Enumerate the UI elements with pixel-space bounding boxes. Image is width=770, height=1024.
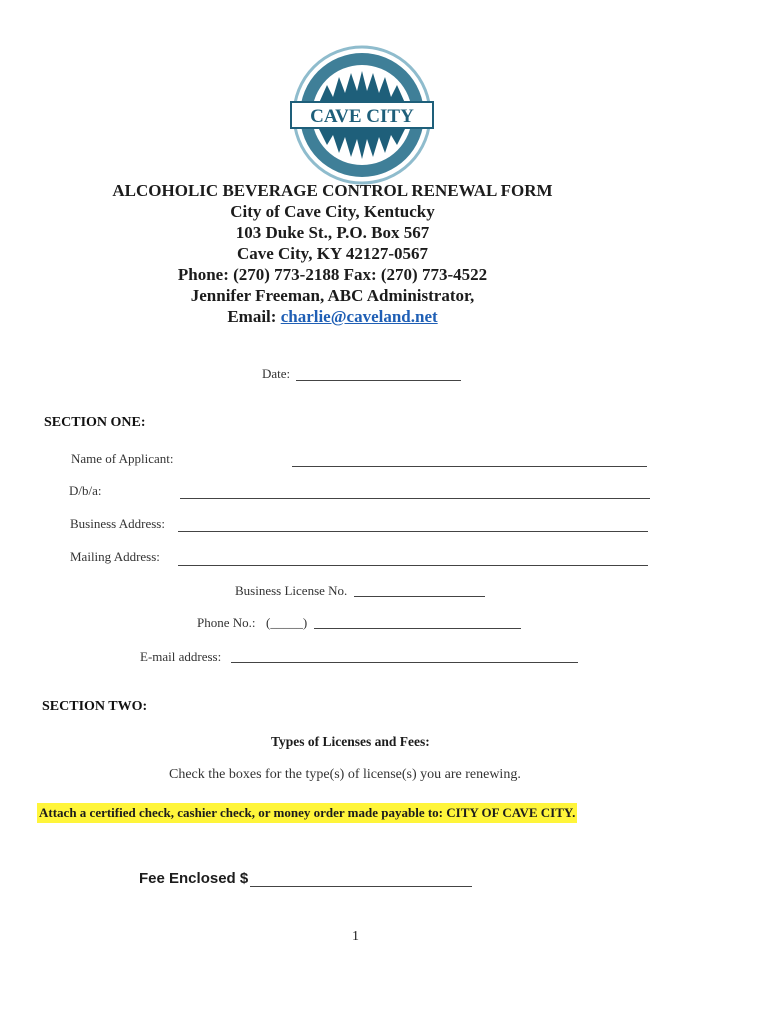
page-number: 1	[352, 929, 359, 944]
phone-label: Phone No.:	[197, 615, 256, 630]
business-license-label: Business License No.	[235, 583, 348, 598]
phone-area-code[interactable]: (_____)	[266, 615, 308, 630]
header-city: City of Cave City, Kentucky	[230, 202, 435, 221]
license-instruction: Check the boxes for the type(s) of license(s) you are renewing.	[169, 767, 521, 782]
date-field[interactable]	[296, 380, 461, 381]
header-phone-fax: Phone: (270) 773-2188 Fax: (270) 773-4522	[177, 265, 488, 284]
header-street: 103 Duke St., P.O. Box 567	[235, 223, 430, 242]
name-of-applicant-label: Name of Applicant:	[71, 451, 174, 466]
header-city-zip: Cave City, KY 42127-0567	[236, 244, 429, 263]
name-of-applicant-field[interactable]	[292, 466, 647, 467]
section-one-title: SECTION ONE:	[44, 415, 146, 430]
business-address-label: Business Address:	[70, 516, 165, 531]
section-two-title: SECTION TWO:	[42, 699, 148, 714]
fee-enclosed-field[interactable]	[250, 886, 472, 887]
form-title: ALCOHOLIC BEVERAGE CONTROL RENEWAL FORM	[112, 181, 553, 200]
mailing-address-field[interactable]	[178, 565, 648, 566]
phone-number-field[interactable]	[314, 628, 521, 629]
form-header	[0, 180, 665, 327]
business-address-field[interactable]	[178, 531, 648, 532]
license-types-subtitle: Types of Licenses and Fees:	[271, 734, 430, 749]
cave-city-logo	[289, 45, 435, 185]
email-address-label: E-mail address:	[140, 649, 222, 664]
business-license-field[interactable]	[354, 596, 485, 597]
header-administrator: Jennifer Freeman, ABC Administrator,	[190, 286, 475, 305]
date-label: Date:	[262, 366, 291, 381]
payment-notice: Attach a certified check, cashier check, or money order made payable to: CITY OF CAVE CITY.	[37, 803, 577, 823]
email-label: Email:	[227, 307, 281, 326]
header-email	[0, 306, 665, 327]
mailing-address-label: Mailing Address:	[70, 549, 160, 564]
email-link[interactable]: charlie@caveland.net	[280, 307, 438, 326]
dba-field[interactable]	[180, 498, 650, 499]
logo-text: CAVE CITY	[310, 106, 414, 127]
dba-label: D/b/a:	[69, 483, 102, 498]
email-address-field[interactable]	[231, 662, 578, 663]
fee-enclosed-label: Fee Enclosed $	[139, 870, 249, 887]
